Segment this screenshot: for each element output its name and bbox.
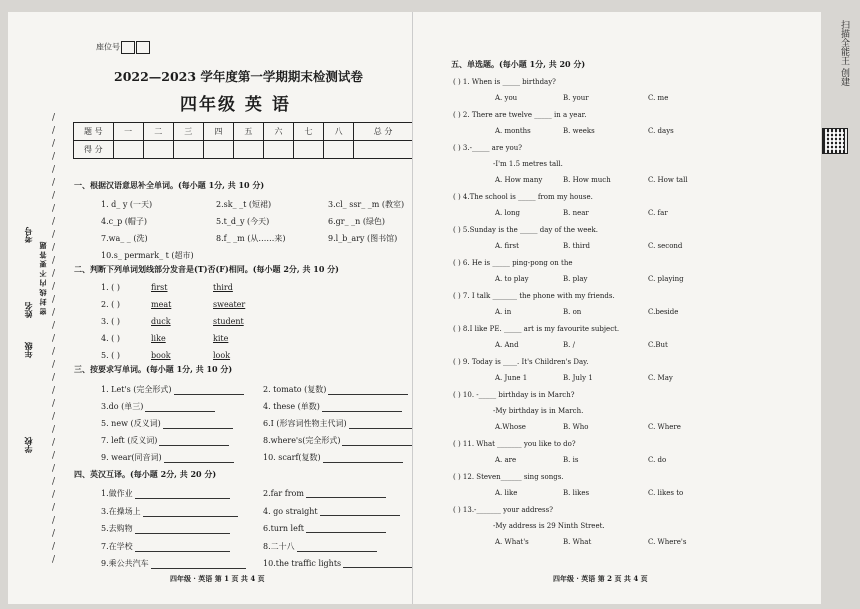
mc-option-c[interactable]: C. days [648,127,674,135]
answer-blank[interactable] [342,436,422,446]
mc-option-a[interactable]: A. first [495,242,519,250]
mc-option-c[interactable]: C.beside [648,308,679,316]
score-cell[interactable] [233,141,263,159]
write-word-prompt: 10. scarf(复数) [263,453,321,462]
write-word-prompt: 3.do (单三) [101,402,144,411]
answer-blank[interactable] [322,402,402,412]
seat-box[interactable] [121,41,135,54]
mc-option-c[interactable]: C. May [648,374,673,382]
answer-blank[interactable] [145,402,215,412]
mc-option-b[interactable]: B. What [563,538,592,546]
page-2-footer: 四年级 · 英语 第 2 页 共 4 页 [553,574,648,583]
mc-option-b[interactable]: B. weeks [563,127,595,135]
score-cell[interactable] [294,141,324,159]
mc-option-c[interactable]: C. me [648,94,669,102]
answer-blank[interactable] [151,559,246,569]
exam-page-2 [412,12,821,604]
answer-bracket[interactable]: 1. ( ) [101,283,120,292]
score-cell[interactable] [203,141,233,159]
mc-option-a[interactable]: A. like [495,489,518,497]
write-word-prompt: 5. new (反义词) [101,419,161,428]
answer-blank[interactable] [163,419,233,429]
translate-item [263,541,377,552]
word-left: meat [151,300,172,309]
write-word-item [101,401,215,412]
section-2-heading: 二、判断下列单词划线部分发音是(T)否(F)相同。(每小题 2分, 共 10 分) [74,264,339,274]
mc-option-c[interactable]: C. playing [648,275,684,283]
mc-option-a[interactable]: A. to play [495,275,529,283]
mc-option-a[interactable]: A.Whose [495,423,526,431]
translate-prompt: 3.在操场上 [101,506,141,516]
translate-prompt: 10.the traffic lights [263,559,342,568]
translate-prompt: 7.在学校 [101,541,133,551]
answer-blank[interactable] [135,542,230,552]
write-word-item [263,452,403,463]
mc-question: ( ) 6. He is _____ ping-pong on the [453,259,573,267]
page-1-footer: 四年级 · 英语 第 1 页 共 4 页 [170,574,265,583]
margin-seal-text: 密 封 线 内 不 要 答 题 [38,242,47,316]
mc-question-reply: -My address is 29 Ninth Street. [493,522,605,530]
write-word-item [101,384,244,395]
mc-question-reply: -I'm 1.5 metres tall. [493,160,563,168]
translate-item [101,523,230,534]
write-word-prompt: 6.I (形容词性物主代词) [263,419,347,428]
fill-word-item: 2.sk_ _t (短裙) [216,200,272,209]
score-header-cell: 总 分 [354,123,413,141]
fill-word-item: 3.cl_ ssr_ _m (教室) [328,200,405,209]
translate-item [101,488,230,499]
score-header-cell: 五 [233,123,263,141]
write-word-prompt: 7. left (反义词) [101,436,158,445]
mc-option-b[interactable]: B. is [563,456,579,464]
seat-box[interactable] [136,41,150,54]
word-left: first [151,283,168,292]
write-word-item [101,418,233,429]
mc-question: ( ) 4.The school is _____ from my house. [453,193,593,201]
fill-word-item: 9.l_b_ary (图书馆) [328,234,398,243]
mc-option-a[interactable]: A. What's [495,538,529,546]
answer-blank[interactable] [328,385,408,395]
score-cell[interactable] [143,141,173,159]
write-word-item [263,384,408,395]
mc-question: ( ) 13.-_______ your address? [453,506,553,514]
mc-option-b[interactable]: B. July 1 [563,374,593,382]
mc-question: ( ) 1. When is _____ birthday? [453,78,556,86]
write-word-item [263,401,402,412]
write-word-prompt: 9. wear(同音词) [101,453,162,462]
translate-prompt: 5.去购物 [101,524,133,533]
mc-option-b[interactable]: B. play [563,275,588,283]
translate-item [101,558,246,569]
answer-bracket[interactable]: 5. ( ) [101,351,120,360]
mc-question: ( ) 2. There are twelve _____ in a year. [453,111,587,119]
score-header-cell: 七 [294,123,324,141]
score-cell[interactable] [354,141,413,159]
word-right: kite [213,334,229,343]
mc-question: ( ) 11. What _______ you like to do? [453,440,576,448]
margin-grade-label: 年级 [23,342,33,358]
score-cell[interactable] [113,141,143,159]
mc-option-a[interactable]: A. are [495,456,517,464]
margin-school-label: 学校 [23,437,33,453]
answer-blank[interactable] [174,385,244,395]
mc-question: ( ) 9. Today is ____. It's Children's Day. [453,358,589,366]
margin-name-label: 姓名 [23,302,33,318]
word-right: student [213,317,244,326]
write-word-prompt: 4. these (单数) [263,402,320,411]
write-word-item [263,418,429,429]
section-3-heading: 三、按要求写单词。(每小题 1分, 共 10 分) [74,364,233,374]
mc-option-c[interactable]: C. likes to [648,489,684,497]
mc-option-a[interactable]: A. And [495,341,519,349]
score-header-cell: 二 [143,123,173,141]
translate-item [263,558,423,568]
answer-blank[interactable] [143,507,238,517]
mc-option-b[interactable]: B. near [563,209,589,217]
mc-option-c[interactable]: C. Where [648,423,681,431]
write-word-item [101,452,234,463]
score-cell[interactable] [263,141,293,159]
mc-option-c[interactable]: C.But [648,341,668,349]
translate-prompt: 9.乘公共汽车 [101,559,149,568]
score-header-cell: 一 [113,123,143,141]
mc-option-c[interactable]: C. Where's [648,538,687,546]
translate-prompt: 4. go straight [263,506,318,516]
seal-line-slashes: / / / / / / / / / / / / / / / / / / / / / / / / / / / / / / / / / / / [52,113,56,565]
write-word-prompt: 1. Let's (完全形式) [101,385,172,394]
answer-blank[interactable] [297,542,377,552]
mc-question: ( ) 8.I like PE. _____ art is my favourite subject. [453,325,620,333]
margin-exam-no-label: 考号 [23,227,33,243]
write-word-prompt: 2. tomato (复数) [263,385,327,394]
mc-option-c[interactable]: C. How tall [648,176,688,184]
section-5-heading: 五、单选题。(每小题 1分, 共 20 分) [451,59,586,69]
fill-word-item: 7.wa_ _ (洗) [101,234,148,243]
mc-question: ( ) 3.-_____ are you? [453,144,522,152]
answer-blank[interactable] [323,453,403,463]
score-cell[interactable] [173,141,203,159]
translate-prompt: 8.二十八 [263,541,295,551]
mc-option-a[interactable]: A. June 1 [495,374,528,382]
mc-option-b[interactable]: B. your [563,94,589,102]
score-header-cell: 四 [203,123,233,141]
word-right: third [213,283,233,292]
score-cell[interactable] [324,141,354,159]
mc-option-a[interactable]: A. in [495,308,512,316]
answer-blank[interactable] [320,506,400,516]
section-4-heading: 四、英汉互译。(每小题 2分, 共 20 分) [74,469,217,479]
translate-item [101,506,238,517]
seat-number: 座位号 [96,41,150,54]
mc-option-c[interactable]: C. far [648,209,668,217]
answer-blank[interactable] [306,488,386,498]
write-word-item [263,435,422,446]
fill-word-item: 6.gr_ _n (绿色) [328,217,386,226]
score-header-cell: 六 [263,123,293,141]
mc-option-a[interactable]: A. How many [495,176,543,184]
answer-bracket[interactable]: 2. ( ) [101,300,120,309]
section-1-heading: 一、根据汉语意思补全单词。(每小题 1分, 共 10 分) [74,180,265,190]
fill-word-item: 10.s_ permark_ t (超市) [101,251,194,260]
translate-prompt: 6.turn left [263,524,304,533]
fill-word-item: 8.f_ _m (从……来) [216,234,286,243]
translate-prompt: 2.far from [263,489,304,498]
translate-prompt: 1.做作业 [101,489,133,498]
score-row-label: 得 分 [74,141,114,159]
fill-word-item: 5.t_d_y (今天) [216,217,270,226]
score-header-cell: 题 号 [74,123,114,141]
exam-title: 2022—2023 学年度第一学期期末检测试卷 [114,69,363,84]
exam-page-1 [8,12,413,604]
translate-item [263,506,400,516]
answer-blank[interactable] [306,523,386,533]
mc-option-b[interactable]: B. / [563,341,575,349]
fill-word-item: 1. d_ y (一天) [101,200,153,209]
answer-blank[interactable] [164,453,234,463]
score-header-cell: 三 [173,123,203,141]
exam-subtitle: 四年级 英 语 [180,95,291,115]
mc-question: ( ) 10. -_____ birthday is in March? [453,391,575,399]
mc-option-c[interactable]: C. do [648,456,667,464]
answer-bracket[interactable]: 4. ( ) [101,334,120,343]
word-right: look [213,351,231,360]
mc-option-c[interactable]: C. second [648,242,683,250]
mc-option-a[interactable]: A. you [495,94,518,102]
answer-blank[interactable] [135,489,230,499]
translate-item [101,541,230,552]
mc-option-b[interactable]: B. Who [563,423,589,431]
mc-option-b[interactable]: B. How much [563,176,611,184]
answer-bracket[interactable]: 3. ( ) [101,317,120,326]
translate-item [263,488,386,498]
mc-question-reply: -My birthday is in March. [493,407,584,415]
write-word-item [101,435,229,446]
word-left: like [151,334,166,343]
mc-option-a[interactable]: A. months [495,127,531,135]
mc-question: ( ) 7. I talk _______ the phone with my friends. [453,292,615,300]
qr-code-icon [822,128,848,154]
mc-question: ( ) 12. Steven______ sing songs. [453,473,564,481]
word-left: duck [151,317,171,326]
mc-option-a[interactable]: A. long [495,209,520,217]
mc-option-b[interactable]: B. on [563,308,582,316]
translate-item [263,523,386,533]
mc-question: ( ) 5.Sunday is the _____ day of the week. [453,226,599,234]
word-left: book [151,351,171,360]
score-table [73,122,413,159]
fill-word-item: 4.c_p (帽子) [101,217,148,226]
scanner-watermark: 扫描全能王 创建 [839,20,849,86]
write-word-prompt: 8.where's(完全形式) [263,436,341,445]
mc-option-b[interactable]: B. likes [563,489,590,497]
mc-option-b[interactable]: B. third [563,242,590,250]
answer-blank[interactable] [135,524,230,534]
word-right: sweater [213,300,246,309]
score-header-cell: 八 [324,123,354,141]
answer-blank[interactable] [159,436,229,446]
